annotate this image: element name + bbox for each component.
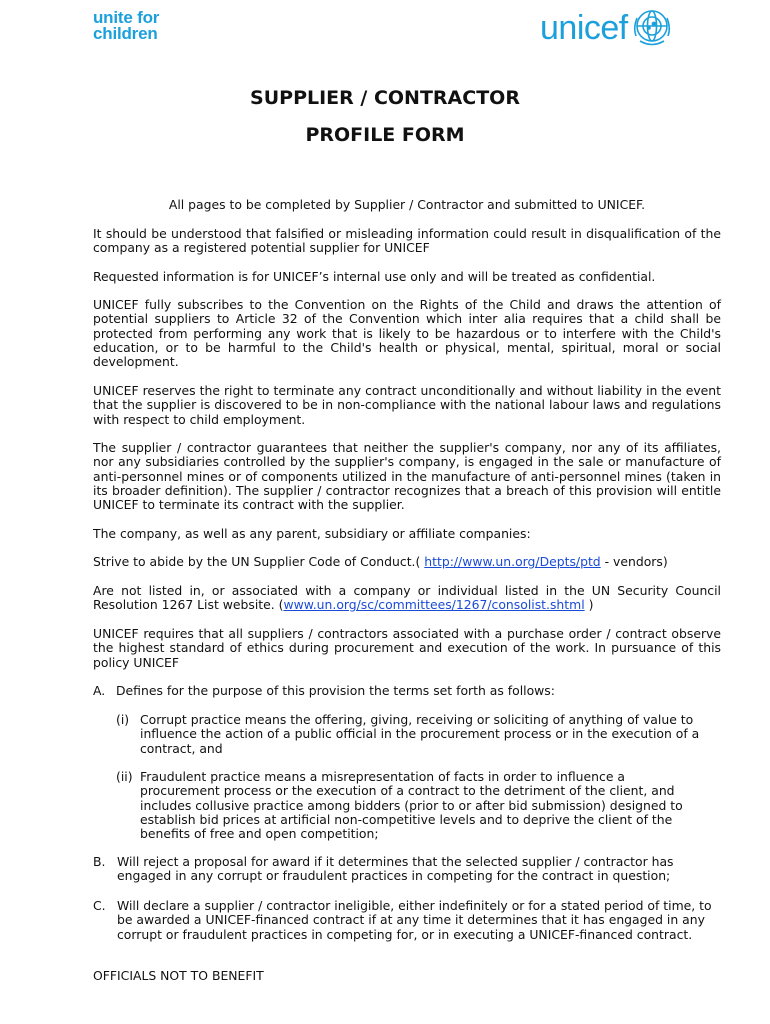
list-item-a [93, 684, 721, 698]
crc-paragraph: UNICEF fully subscribes to the Convention on the Rights of the Child and draws the attention of potential suppliers to Article 32 of the Convention which inter alia requires that a child shall be protected from performing any work that is likely to be hazardous or to interfere with the Child's education, or to be harmful to the Child's health or physical, mental, spiritual, moral or social development. [93, 297, 721, 370]
list-marker-i: (i) [116, 712, 130, 727]
security-council-paragraph [93, 584, 721, 613]
unicef-emblem-icon [630, 6, 674, 50]
disqualification-paragraph: It should be understood that falsified or misleading information could result in disqualification of the company as a registered potential supplier for UNICEF [93, 226, 721, 256]
code-of-conduct-paragraph [93, 555, 721, 569]
slogan-line-1: unite for [93, 8, 160, 27]
unicef-logo [540, 6, 674, 50]
list-marker-a: A. [93, 683, 106, 698]
list-text-b: Will reject a proposal for award if it determines that the selected supplier / contractor has engaged in any corrupt or fraudulent practices in competing for the contract in question; [117, 854, 674, 884]
ethics-paragraph: UNICEF requires that all suppliers / contractors associated with a purchase order / contract observe the highest standard of ethics during procurement and execution of the work. In pursuance of this policy UNICEF [93, 626, 721, 670]
code-of-conduct-suffix: - vendors) [600, 554, 668, 569]
list-marker-ii: (ii) [116, 769, 133, 784]
list-text-a: Defines for the purpose of this provision the terms set forth as follows: [116, 683, 555, 698]
list-text-ii: Fraudulent practice means a misrepresentation of facts in order to influence a procurement process or the execution of a contract to the detriment of the client, and includes collusive practice among bidders (prior to or after bid submission) designed to establish bid prices at artificial non-competitive levels and to deprive the client of the benefits of free and open competition; [140, 769, 683, 842]
form-title-line-1: SUPPLIER / CONTRACTOR [250, 87, 520, 109]
list-marker-b: B. [93, 854, 106, 869]
security-council-suffix: ) [584, 597, 594, 613]
form-title-line-2: PROFILE FORM [305, 124, 465, 146]
slogan-line-2: children [93, 24, 158, 43]
mines-paragraph: The supplier / contractor guarantees that neither the supplier's company, nor any of its affiliates, nor any subsidiaries controlled by the supplier's company, is engaged in the sale or manufacture of anti-personnel mines or of components utilized in the manufacture of anti-personnel mines (taken in its broader definition). The supplier / contractor recognizes that a breach of this provision will entitle UNICEF to terminate its contract with the supplier. [93, 440, 721, 513]
list-marker-c: C. [93, 898, 106, 913]
list-text-c: Will declare a supplier / contractor ineligible, either indefinitely or for a stated period of time, to be awarded a UNICEF-financed contract if at any time it determines that it has engaged in any corrupt or fraudulent practices in competing for, or in executing a UNICEF-financed contract. [117, 898, 712, 942]
intro-paragraph: All pages to be completed by Supplier / Contractor and submitted to UNICEF. [168, 197, 646, 212]
consolist-link[interactable]: www.un.org/sc/committees/1267/consolist.shtml [283, 597, 585, 613]
list-item-ii [116, 770, 721, 841]
unicef-wordmark: unicef [540, 9, 628, 47]
officials-heading: OFFICIALS NOT TO BENEFIT [93, 968, 264, 983]
list-item-c [93, 899, 721, 942]
company-paragraph: The company, as well as any parent, subsidiary or affiliate companies: [93, 526, 531, 541]
un-ptd-link[interactable]: http://www.un.org/Depts/ptd [424, 554, 601, 569]
confidentiality-paragraph: Requested information is for UNICEF’s internal use only and will be treated as confidential. [93, 269, 656, 284]
termination-paragraph: UNICEF reserves the right to terminate any contract unconditionally and without liability in the event that the supplier is discovered to be in non-compliance with the national labour laws and regulations with respect to child employment. [93, 383, 721, 427]
code-of-conduct-text: Strive to abide by the UN Supplier Code of Conduct.( [93, 554, 425, 569]
list-item-b [93, 855, 721, 884]
list-item-i [116, 713, 721, 756]
list-text-i: Corrupt practice means the offering, giving, receiving or soliciting of anything of value to influence the action of a public official in the procurement process or in the execution of a contract, and [140, 712, 700, 756]
security-council-text: Are not listed in, or associated with a company or individual listed in the UN Security Council Resolution 1267 List website. ( [93, 583, 721, 613]
unite-for-children-logo [93, 10, 159, 42]
